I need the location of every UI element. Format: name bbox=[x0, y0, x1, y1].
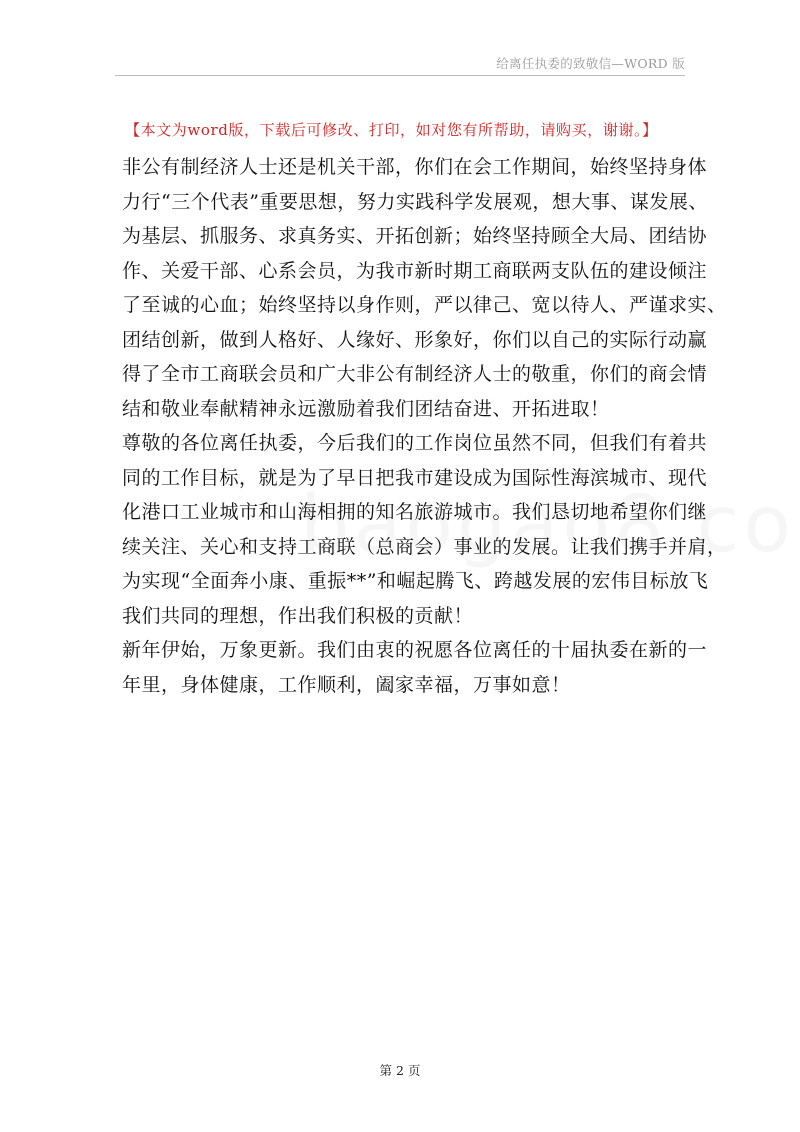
body-line: 作、关爱干部、心系会员，为我市新时期工商联两支队伍的建设倾注 bbox=[122, 259, 708, 282]
body-line: 化港口工业城市和山海相拥的知名旅游城市。我们恳切地希望你们继 bbox=[122, 501, 708, 523]
body-line: 尊敬的各位离任执委，今后我们的工作岗位虽然不同，但我们有着共 bbox=[122, 432, 708, 454]
body-line: 我们共同的理想，作出我们积极的贡献！ bbox=[122, 604, 474, 627]
body-line: 同的工作目标，就是为了早日把我市建设成为国际性海滨城市、现代 bbox=[122, 466, 708, 489]
body-line: 团结创新，做到人格好、人缘好、形象好，你们以自己的实际行动赢 bbox=[122, 328, 708, 351]
running-header: 给离任执委的致敬信—WORD 版 bbox=[496, 56, 685, 71]
body-line: 续关注、关心和支持工商联（总商会）事业的发展。让我们携手并肩， bbox=[122, 535, 727, 558]
body-line: 为实现“全面奔小康、重振**”和崛起腾飞、跨越发展的宏伟目标放飞 bbox=[122, 570, 709, 592]
letter-body bbox=[122, 150, 727, 702]
body-line: 为基层、抓服务、求真务实、开拓创新；始终坚持顾全大局、团结协 bbox=[122, 225, 708, 247]
body-line: 非公有制经济人士还是机关干部，你们在会工作期间，始终坚持身体 bbox=[122, 156, 708, 178]
body-line: 得了全市工商联会员和广大非公有制经济人士的敬重，你们的商会情 bbox=[122, 363, 708, 385]
header-rule bbox=[115, 75, 685, 76]
body-line: 结和敬业奉献精神永远激励着我们团结奋进、开拓进取！ bbox=[122, 397, 610, 420]
body-line: 力行“三个代表”重要思想，努力实践科学发展观，想大事、谋发展、 bbox=[122, 190, 708, 213]
body-line: 了至诚的心血；始终坚持以身作则，严以律己、宽以待人、严谨求实、 bbox=[122, 294, 727, 316]
body-line: 新年伊始，万象更新。我们由衷的祝愿各位离任的十届执委在新的一 bbox=[122, 639, 708, 661]
download-notice: 【本文为word版，下载后可修改、打印，如对您有所帮助，请购买，谢谢。】 bbox=[125, 121, 658, 139]
body-line: 年里，身体健康，工作顺利，阖家幸福，万事如意！ bbox=[122, 673, 571, 696]
page-number: 第 2 页 bbox=[379, 1063, 421, 1078]
